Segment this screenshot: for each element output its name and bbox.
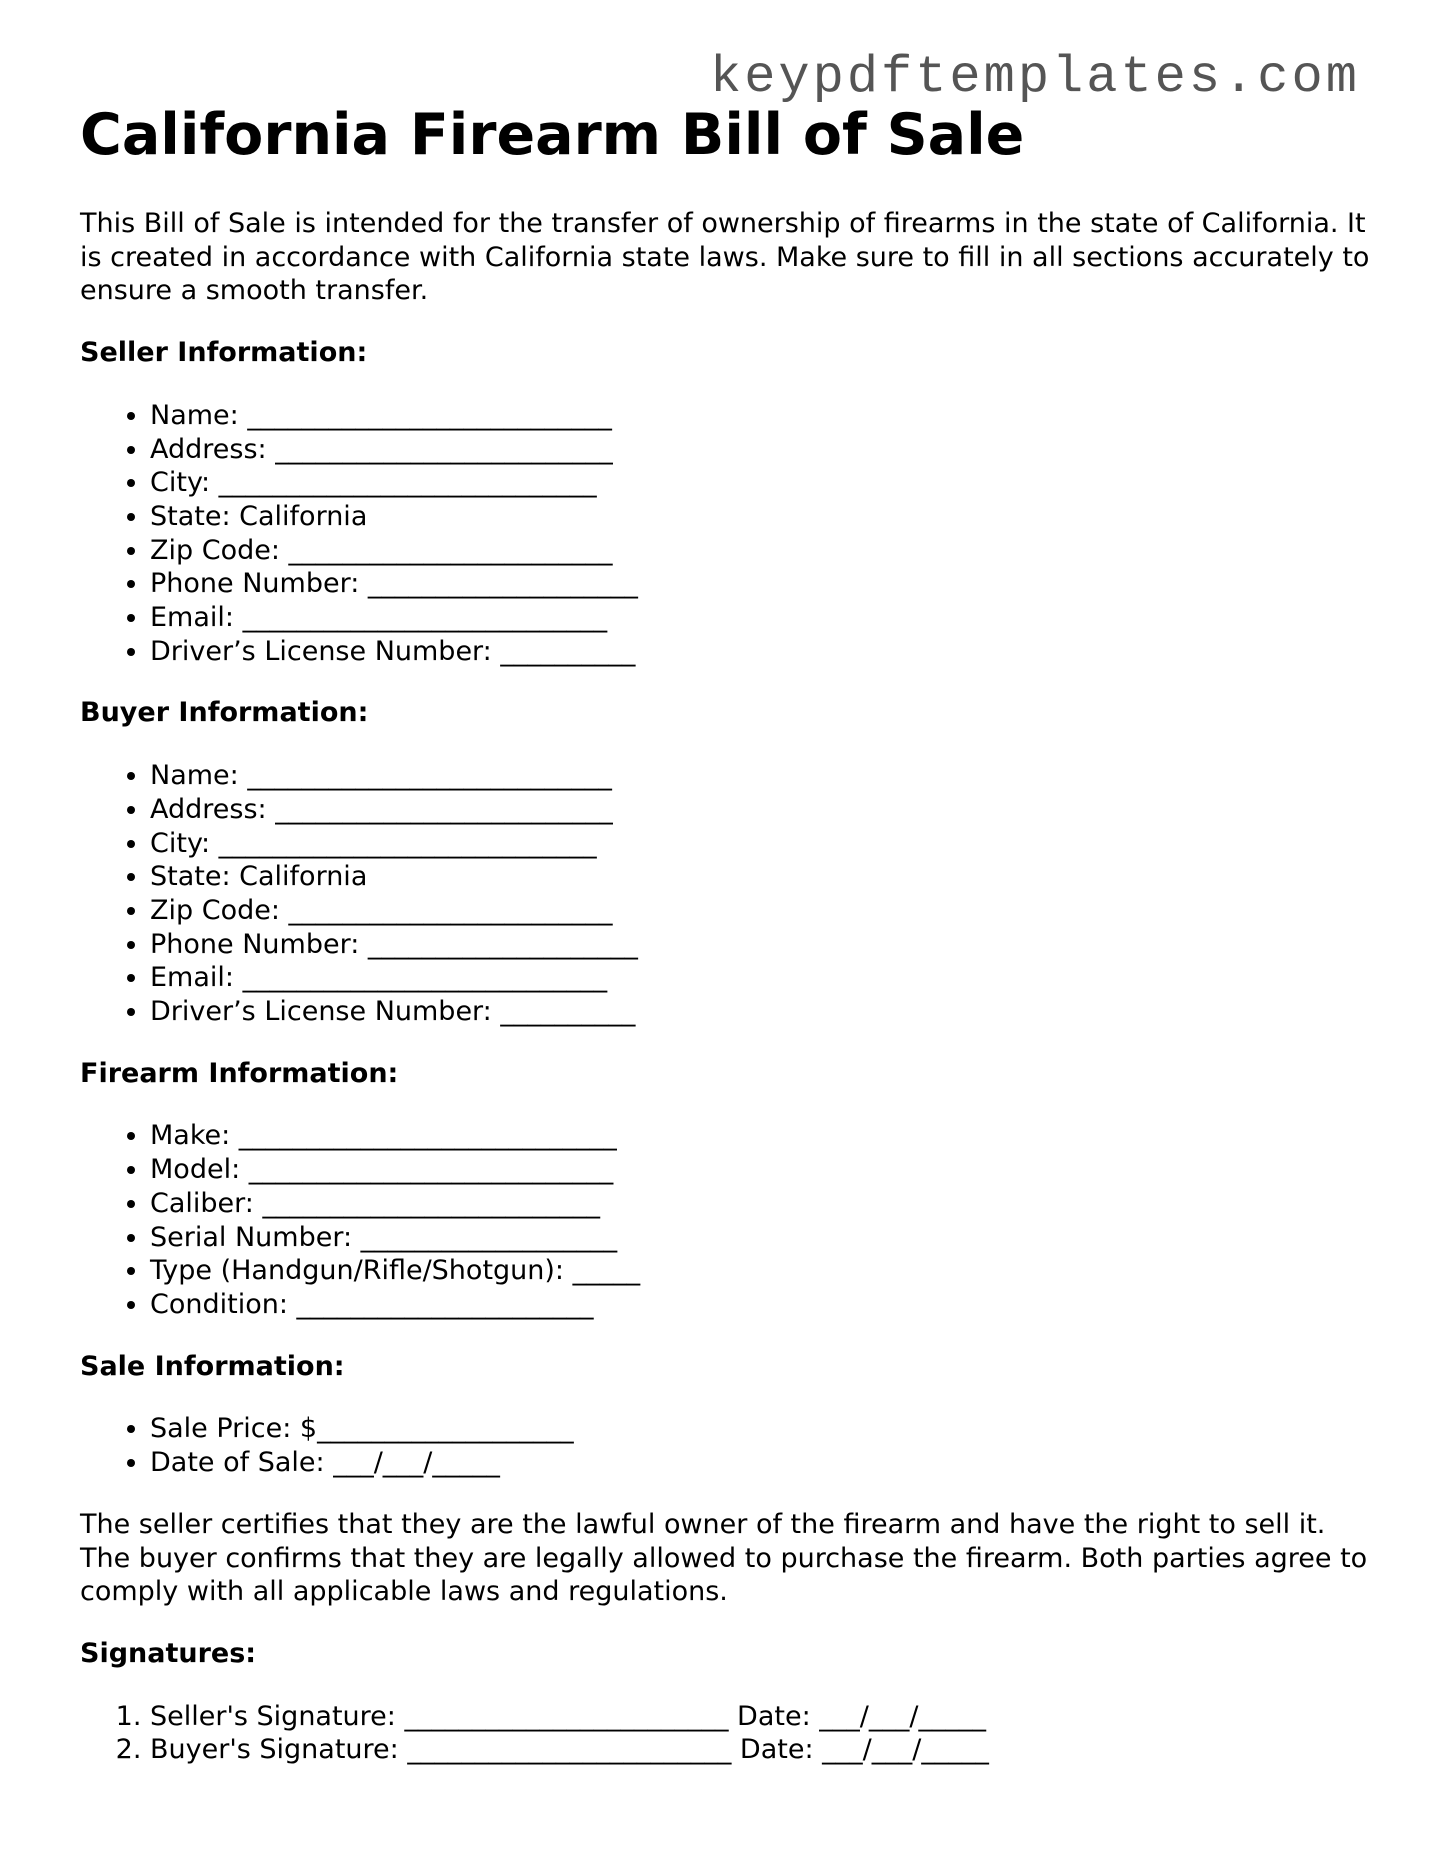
- firearm-caliber-field: • Caliber: _________________________: [150, 1187, 1380, 1221]
- seller-address-field: • Address: _________________________: [150, 433, 1380, 467]
- signatures-heading: Signatures:: [80, 1637, 257, 1669]
- firearm-serial-field: • Serial Number: ___________________: [150, 1221, 1380, 1255]
- firearm-model-field: • Model: ___________________________: [150, 1153, 1380, 1187]
- firearm-list: [80, 1119, 1380, 1321]
- intro-paragraph: This Bill of Sale is intended for the transfer of ownership of firearms in the state of California. It is created in accordance with California state laws. Make sure to fill in all sections accurately to ensure a smooth transfer.: [80, 208, 1370, 307]
- sale-price-field: • Sale Price: $___________________: [150, 1412, 1380, 1446]
- document-title: California Firearm Bill of Sale: [80, 102, 1025, 168]
- sale-list: [80, 1412, 1380, 1479]
- seller-signature-line: 1. Seller's Signature: ________________________ Date: ___/___/_____: [150, 1700, 1380, 1734]
- seller-heading: Seller Information:: [80, 337, 368, 369]
- firearm-heading: Firearm Information:: [80, 1057, 399, 1089]
- seller-email-field: • Email: ___________________________: [150, 601, 1380, 635]
- seller-state-field: • State: California: [150, 500, 1380, 534]
- sale-date-field: • Date of Sale: ___/___/_____: [150, 1446, 1380, 1480]
- signatures-list: [80, 1700, 1380, 1767]
- document-body: [80, 207, 1380, 1795]
- seller-name-field: • Name: ___________________________: [150, 399, 1380, 433]
- buyer-heading: Buyer Information:: [80, 697, 369, 729]
- buyer-license-field: • Driver’s License Number: __________: [150, 995, 1380, 1029]
- seller-license-field: • Driver’s License Number: __________: [150, 635, 1380, 669]
- seller-phone-field: • Phone Number: ____________________: [150, 567, 1380, 601]
- buyer-email-field: • Email: ___________________________: [150, 961, 1380, 995]
- buyer-name-field: • Name: ___________________________: [150, 759, 1380, 793]
- buyer-phone-field: • Phone Number: ____________________: [150, 928, 1380, 962]
- watermark: keypdftemplates.com: [710, 48, 1360, 107]
- buyer-signature-line: 2. Buyer's Signature: ________________________ Date: ___/___/_____: [150, 1733, 1380, 1767]
- seller-city-field: • City: ____________________________: [150, 466, 1380, 500]
- buyer-city-field: • City: ____________________________: [150, 827, 1380, 861]
- sale-heading: Sale Information:: [80, 1350, 345, 1382]
- seller-zip-field: • Zip Code: ________________________: [150, 534, 1380, 568]
- firearm-condition-field: • Condition: ______________________: [150, 1288, 1380, 1322]
- firearm-type-field: • Type (Handgun/Rifle/Shotgun): _____: [150, 1254, 1380, 1288]
- firearm-make-field: • Make: ____________________________: [150, 1119, 1380, 1153]
- seller-list: [80, 399, 1380, 669]
- buyer-list: [80, 759, 1380, 1029]
- buyer-zip-field: • Zip Code: ________________________: [150, 894, 1380, 928]
- certification-paragraph: The seller certifies that they are the lawful owner of the firearm and have the right to sell it. The buyer confirms that they are legally allowed to purchase the firearm. Both parties agree to comply with all applicable laws and regulations.: [80, 1508, 1368, 1608]
- buyer-address-field: • Address: _________________________: [150, 793, 1380, 827]
- buyer-state-field: • State: California: [150, 860, 1380, 894]
